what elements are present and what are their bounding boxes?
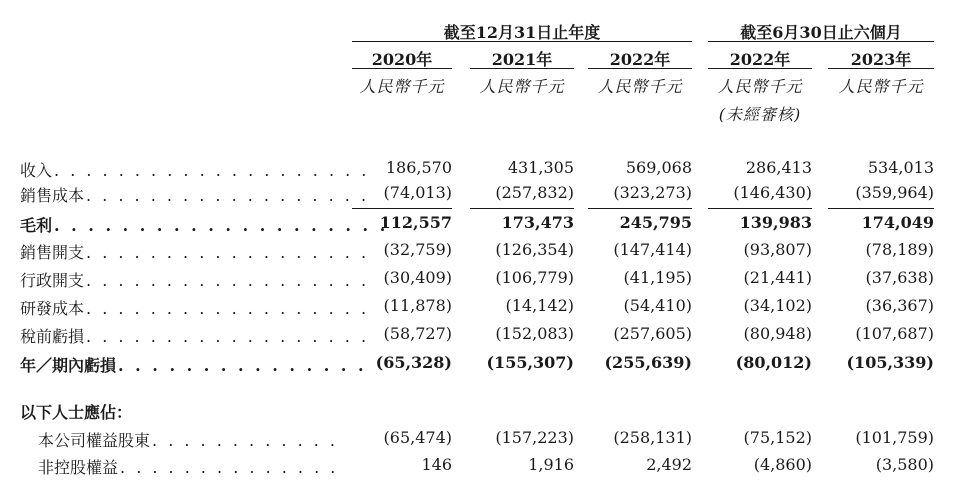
year-header-1: 2020年 [371, 50, 433, 69]
year-header-5: 2023年 [850, 50, 912, 69]
subtotal-rule-5 [828, 208, 934, 209]
year-rule-2 [470, 68, 574, 69]
cell: (106,779) [495, 268, 574, 287]
cell: (78,189) [865, 240, 934, 259]
period-header-half: 截至6月30日止六個月 [740, 23, 902, 42]
table-row-admin-expenses [0, 268, 978, 292]
cell: (14,142) [505, 296, 574, 315]
subtotal-rule-3 [588, 208, 692, 209]
row-label: 銷售開支 . . . . . . . . . . . . . . . . . . [20, 243, 370, 262]
cell: (80,948) [743, 324, 812, 343]
cell: (107,687) [855, 324, 934, 343]
cell: (146,430) [733, 183, 812, 202]
row-label: 行政開支 . . . . . . . . . . . . . . . . . . [20, 271, 370, 290]
subtotal-rule-2 [470, 208, 574, 209]
cell: 139,983 [739, 213, 812, 232]
table-row-gross-profit [0, 213, 978, 237]
cell: (93,807) [743, 240, 812, 259]
cell: 2,492 [646, 455, 692, 474]
year-rule-1 [352, 68, 452, 69]
table-row-equity-holders [0, 428, 978, 452]
cell: (4,860) [753, 455, 812, 474]
cell: (257,605) [613, 324, 692, 343]
row-label: 收入 . . . . . . . . . . . . . . . . . . . . [20, 161, 370, 180]
unit-header-5: 人民幣千元 [838, 77, 924, 96]
cell: (101,759) [855, 428, 934, 447]
year-rule-5 [828, 68, 934, 69]
year-header-4: 2022年 [729, 50, 791, 69]
cell: (54,410) [623, 296, 692, 315]
cell: (34,102) [743, 296, 812, 315]
table-row-revenue [0, 158, 978, 182]
cell: 112,557 [379, 213, 452, 232]
cell: (155,307) [486, 353, 574, 372]
cell: (37,638) [865, 268, 934, 287]
period-rule-half [708, 41, 934, 42]
row-label: 研發成本 . . . . . . . . . . . . . . . . . . [20, 299, 370, 318]
cell: (65,328) [375, 353, 452, 372]
period-rule-annual [352, 41, 692, 42]
row-label: 稅前虧損 . . . . . . . . . . . . . . . . . . [20, 327, 370, 346]
cell: 173,473 [501, 213, 574, 232]
row-label: 銷售成本 . . . . . . . . . . . . . . . . . . [20, 186, 370, 205]
period-header-annual: 截至12月31日止年度 [443, 23, 601, 42]
row-label: 年／期內虧損 . . . . . . . . . . . . . . . [20, 356, 367, 375]
cell: (359,964) [855, 183, 934, 202]
cell: 245,795 [619, 213, 692, 232]
table-row-loss-before-tax [0, 324, 978, 348]
cell: (258,131) [613, 428, 692, 447]
row-label: 非控股權益 . . . . . . . . . . . . . . [38, 458, 339, 477]
cell: (58,727) [383, 324, 452, 343]
subtotal-rule-1 [352, 208, 452, 209]
table-row-loss-for-period [0, 353, 978, 377]
cell: 186,570 [385, 158, 452, 177]
cell: (30,409) [383, 268, 452, 287]
table-row-selling-expenses [0, 240, 978, 264]
cell: (21,441) [743, 268, 812, 287]
cell: 534,013 [867, 158, 934, 177]
row-label: 毛利 . . . . . . . . . . . . . . . . . . . . [20, 216, 389, 235]
year-rule-4 [708, 68, 812, 69]
cell: (105,339) [846, 353, 934, 372]
year-rule-3 [588, 68, 692, 69]
cell: 146 [421, 455, 452, 474]
cell: (36,367) [865, 296, 934, 315]
cell: (75,152) [743, 428, 812, 447]
table-row-cost-of-sales [0, 183, 978, 207]
cell: 286,413 [745, 158, 812, 177]
cell: 1,916 [528, 455, 574, 474]
cell: (41,195) [623, 268, 692, 287]
table-row-rnd-costs [0, 296, 978, 320]
cell: (74,013) [383, 183, 452, 202]
unaudited-note: (未經審核) [718, 105, 802, 124]
cell: (126,354) [495, 240, 574, 259]
subtotal-rule-4 [708, 208, 812, 209]
cell: (255,639) [604, 353, 692, 372]
year-header-2: 2021年 [491, 50, 553, 69]
cell: 174,049 [861, 213, 934, 232]
cell: (323,273) [613, 183, 692, 202]
unit-header-4: 人民幣千元 [717, 77, 803, 96]
cell: 431,305 [507, 158, 574, 177]
row-label: 本公司權益股東 . . . . . . . . . . . . [38, 431, 338, 450]
table-row-non-controlling [0, 455, 978, 479]
cell: (157,223) [495, 428, 574, 447]
cell: (3,580) [875, 455, 934, 474]
cell: (32,759) [383, 240, 452, 259]
cell: (65,474) [383, 428, 452, 447]
unit-header-1: 人民幣千元 [359, 77, 445, 96]
attributable-heading: 以下人士應佔： [20, 403, 133, 422]
cell: (147,414) [613, 240, 692, 259]
year-header-3: 2022年 [609, 50, 671, 69]
cell: (11,878) [383, 296, 452, 315]
cell: (80,012) [735, 353, 812, 372]
unit-header-3: 人民幣千元 [597, 77, 683, 96]
cell: (152,083) [495, 324, 574, 343]
unit-header-2: 人民幣千元 [479, 77, 565, 96]
cell: (257,832) [495, 183, 574, 202]
cell: 569,068 [625, 158, 692, 177]
